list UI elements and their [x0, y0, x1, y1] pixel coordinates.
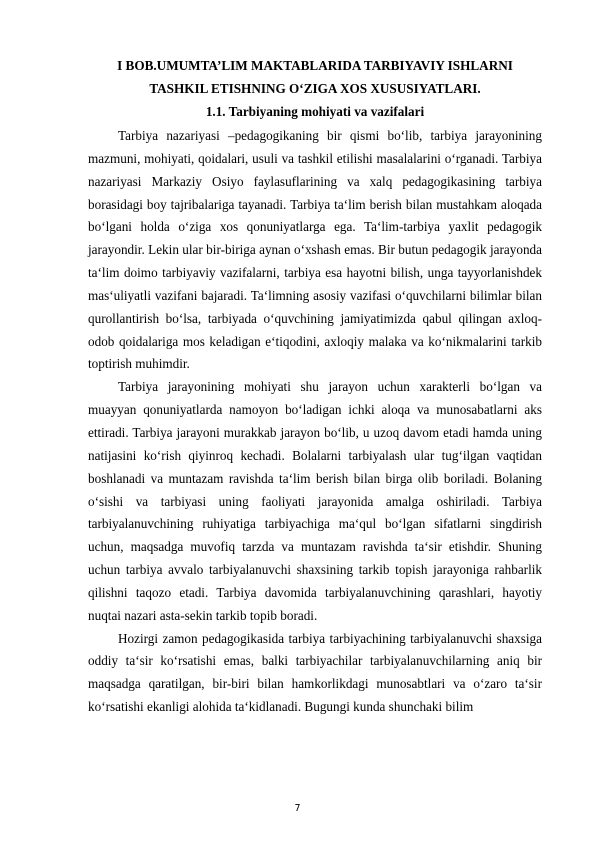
chapter-title-line-1: I BOB.UMUMTA’LIM MAKTABLARIDA TARBIYAVIY ISHLARNI	[117, 58, 513, 73]
heading-block	[88, 55, 542, 124]
section-title: 1.1. Tarbiyaning mohiyati va vazifalari	[205, 103, 425, 119]
chapter-title-line-2: TASHKIL ETISHNING O‘ZIGA XOS XUSUSIYATLARI.	[149, 80, 481, 96]
paragraph: Tarbiya nazariyasi –pedagogikaning bir qismi bo‘lib, tarbiya jarayonining mazmuni, mohiyati, qoidalari, usuli va tashkil etilishi masalalarini o‘rganadi. Tarbiya nazariyasi Markaziy Osiyo faylasuflarining va xalq pedagogikasining tarbiya borasidagi boy tajribalariga tayanadi. Tarbiya ta‘lim berish bilan mustahkam aloqada bo‘lgani holda o‘ziga xos qonuniyatlarga ega. Ta‘lim-tarbiya yaxlit pedagogik jarayondir. Lekin ular bir-biriga aynan o‘xshash emas. Bir butun pedagogik jarayonda ta‘lim doimo tarbiyaviy vazifalarni, tarbiya esa hayotni bilish, unga tayyorlanishdek mas‘uliyatli vazifani bajaradi. Ta‘limning asosiy vazifasi o‘quvchilarni bilimlar bilan qurollantirish bo‘lsa, tarbiyada o‘quvchining jamiyatimizda qabul qilingan axloq-odob qoidalariga mos keladigan e‘tiqodini, axloqiy malaka va ko‘nikmalarini tarkib toptirish muhimdir.	[88, 128, 542, 372]
body-text	[88, 125, 542, 719]
paragraph: Tarbiya jarayonining mohiyati shu jarayon uchun xarakterli bo‘lgan va muayyan qonuniyatlarda namoyon bo‘ladigan ichki aloqa va munosabatlarni aks ettiradi. Tarbiya jarayoni murakkab jarayon bo‘lib, u uzoq davom etadi hamda uning natijasini ko‘rish qiyinroq kechadi. Bolalarni tarbiyalash ular tug‘ilgan vaqtidan boshlanadi va muntazam ravishda ta‘lim berish bilan birga olib boriladi. Bolaning o‘sishi va tarbiyasi uning faoliyati jarayonida amalga oshiriladi. Tarbiya tarbiyalanuvchining ruhiyatiga tarbiyachiga ma‘qul bo‘lgan sifatlarni singdirish uchun, maqsadga muvofiq tarzda va muntazam ravishda ta‘sir etishdir. Shuning uchun tarbiya avvalo tarbiyalanuvchi shaxsining tarkib topish jarayoniga rahbarlik qilishni taqozo etadi. Tarbiya davomida tarbiyalanuvchining qarashlari, hayotiy nuqtai nazari asta-sekin tarkib topib boradi.	[88, 379, 542, 623]
page-number: 7	[294, 803, 301, 814]
paragraph: Hozirgi zamon pedagogikasida tarbiya tarbiyachining tarbiyalanuvchi shaxsiga oddiy ta‘sir ko‘rsatishi emas, balki tarbiyachilar tarbiyalanuvchilarning aniq bir maqsadga qaratilgan, bir-biri bilan hamkorlikdagi munosabtlari va o‘zaro ta‘sir ko‘rsatishi ekanligi alohida ta‘kidlanadi. Bugungi kunda shunchaki bilim	[88, 630, 542, 715]
